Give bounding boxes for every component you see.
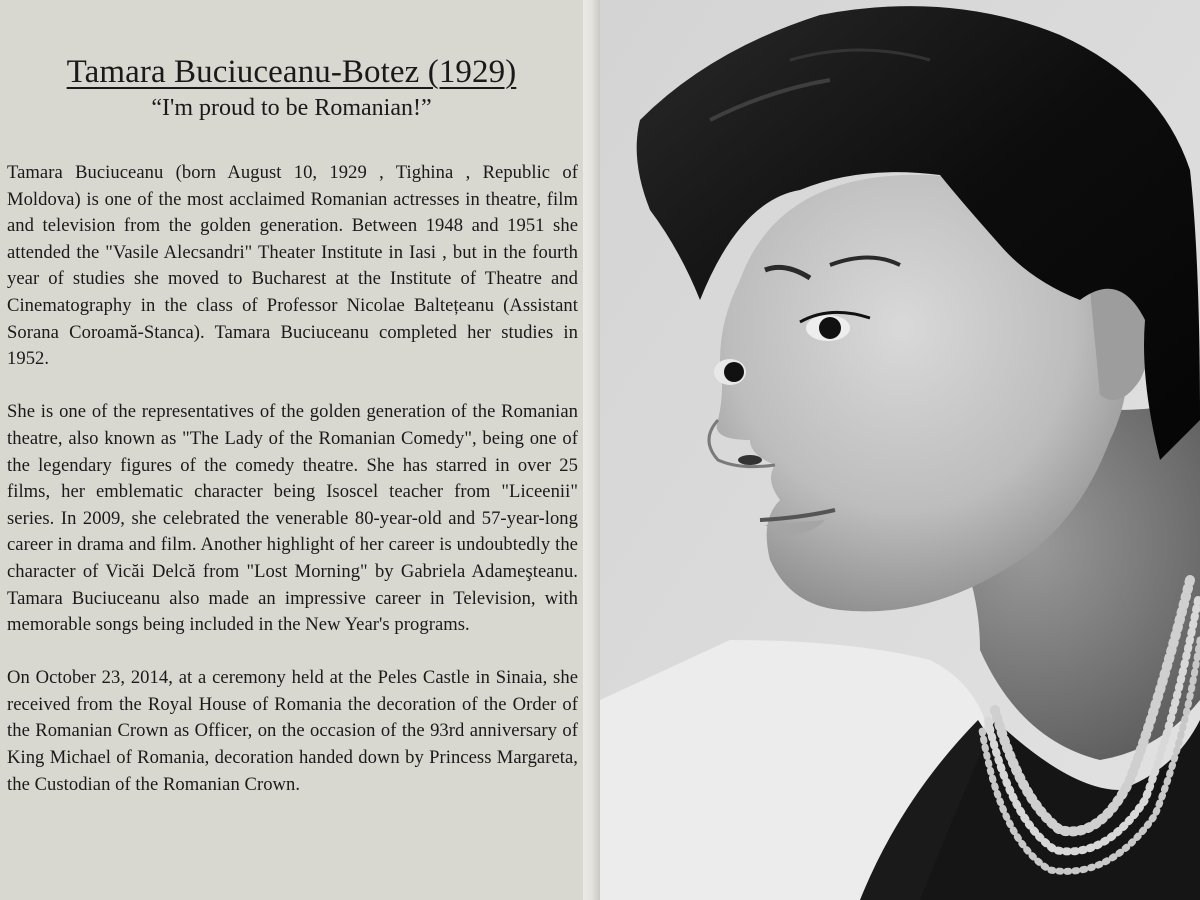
paragraph-career: She is one of the representatives of the golden generation of the Romanian theatre, also known as "The Lady of the Romanian Comedy", being one of the legendary figures of the comedy theatre. She has starred in over 25 films, her emblematic character being Isoscel teacher from "Liceenii" series. In 2009, she celebrated the venerable 80-year-old and 57-year-long career in drama and film. Another highlight of her career is undoubtedly the character of Vicăi Delcă from "Lost Morning" by Gabriela Adameşteanu. Tamara Buciuceanu also made an impressive career in Television, with memorable songs being included in the New Year's programs. (7, 401, 578, 636)
page-edge-shadow (583, 0, 600, 900)
text-panel (0, 0, 583, 900)
left-eye-iris (724, 362, 744, 382)
paragraph-decoration: On October 23, 2014, at a ceremony held at the Peles Castle in Sinaia, she received from the Royal House of Romania the decoration of the Order of the Romanian Crown as Officer, on the occasion of the 93rd anniversary of King Michael of Romania, decoration handed down by Princess Margareta, the Custodian of the Romanian Crown. (7, 667, 578, 795)
page-title: Tamara Buciuceanu-Botez (1929) (66, 54, 517, 90)
subtitle-quote: “I'm proud to be Romanian!” (151, 95, 432, 121)
right-eye-iris (819, 317, 841, 339)
nostril (738, 455, 762, 465)
portrait-illustration (600, 0, 1200, 900)
paragraph-early-life: Tamara Buciuceanu (born August 10, 1929 , Tighina , Republic of Moldova) is one of the most acclaimed Romanian actresses in theatre, film and television from the golden generation. Between 1948 and 1951 she attended the "Vasile Alecsandri" Theater Institute in Iasi , but in the fourth year of studies she moved to Bucharest at the Institute of Theatre and Cinematography in the class of Professor Nicolae Baltețeanu (Assistant Sorana Coroamă-Stanca). Tamara Buciuceanu completed her studies in 1952. (7, 162, 578, 370)
biography-text (7, 160, 578, 825)
portrait-photo (600, 0, 1200, 900)
